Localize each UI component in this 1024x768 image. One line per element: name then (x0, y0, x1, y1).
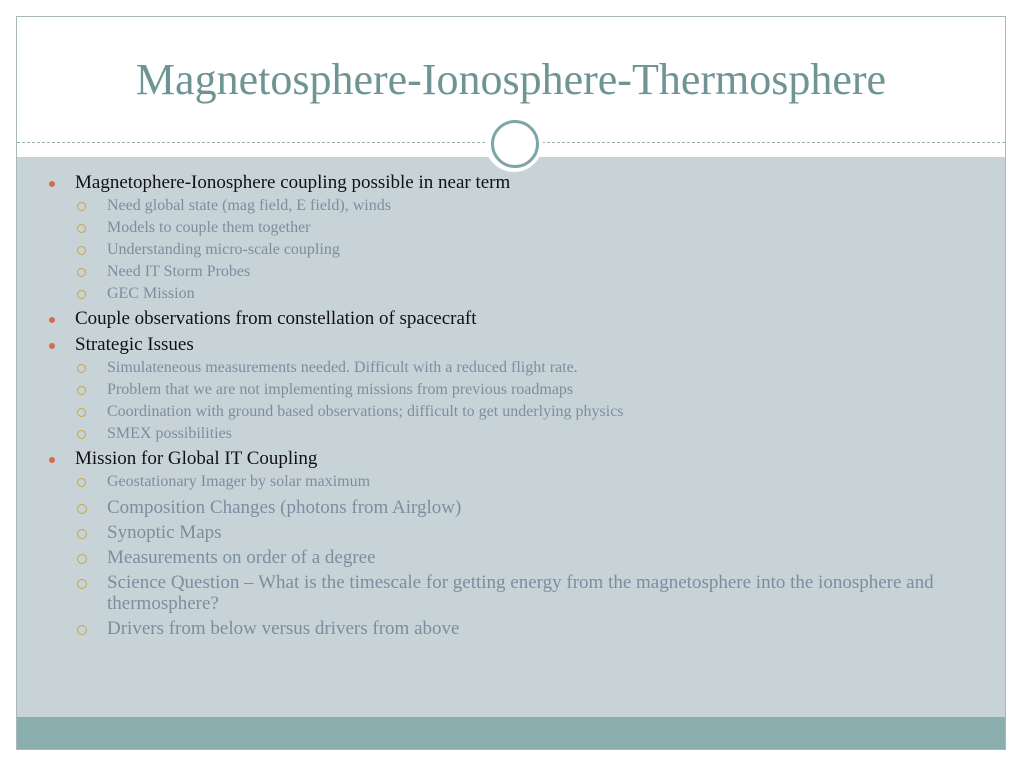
sub-bullet-text: Need global state (mag field, E field), winds (107, 197, 391, 214)
sub-bullet-item (47, 401, 977, 423)
sub-bullet-text: Geostationary Imager by solar maximum (107, 473, 371, 490)
sub-bullet-list (47, 497, 977, 639)
ring-bullet-icon (77, 268, 86, 277)
sub-bullet-item (47, 572, 977, 614)
circle-ring-icon (491, 120, 539, 168)
bullet-list (47, 169, 977, 639)
slide (16, 16, 1006, 750)
ring-bullet-icon (77, 504, 87, 514)
sub-bullet-item (47, 261, 977, 283)
circle-ornament-icon (485, 114, 543, 172)
ring-bullet-icon (77, 408, 86, 417)
ring-bullet-icon (77, 430, 86, 439)
bullet-item (47, 447, 977, 471)
bullet-text: Magnetophere-Ionosphere coupling possible in near term (75, 172, 511, 193)
ring-bullet-icon (77, 579, 87, 589)
bullet-text: Mission for Global IT Coupling (75, 448, 318, 469)
sub-bullet-list (47, 471, 977, 493)
sub-bullet-item (47, 217, 977, 239)
sub-bullet-item (47, 239, 977, 261)
sub-bullet-list (47, 195, 977, 305)
sub-bullet-text: Composition Changes (photons from Airglow) (107, 497, 462, 518)
sub-bullet-text: Models to couple them together (107, 219, 311, 236)
sub-bullet-text: SMEX possibilities (107, 425, 232, 442)
bullet-dot-icon (49, 343, 55, 349)
bullet-item (47, 333, 977, 357)
sub-bullet-text: Measurements on order of a degree (107, 547, 376, 568)
ring-bullet-icon (77, 290, 86, 299)
sub-bullet-item (47, 423, 977, 445)
ring-bullet-icon (77, 529, 87, 539)
sub-bullet-text: Problem that we are not implementing missions from previous roadmaps (107, 381, 574, 398)
ring-bullet-icon (77, 478, 86, 487)
content-area (17, 157, 1005, 717)
sub-bullet-item (47, 379, 977, 401)
bullet-dot-icon (49, 457, 55, 463)
sub-bullet-item (47, 283, 977, 305)
bullet-dot-icon (49, 317, 55, 323)
sub-bullet-text: Coordination with ground based observations; difficult to get underlying physics (107, 403, 624, 420)
sub-bullet-text: Science Question – What is the timescale for getting energy from the magnetosphere into the ionosphere and thermosphere? (107, 572, 934, 614)
sub-bullet-text: Synoptic Maps (107, 522, 222, 543)
sub-bullet-text: Simulateneous measurements needed. Difficult with a reduced flight rate. (107, 359, 578, 376)
sub-bullet-text: Need IT Storm Probes (107, 263, 251, 280)
sub-bullet-item (47, 618, 977, 639)
ring-bullet-icon (77, 202, 86, 211)
sub-bullet-text: Understanding micro-scale coupling (107, 241, 340, 258)
sub-bullet-item (47, 522, 977, 543)
ring-bullet-icon (77, 386, 86, 395)
sub-bullet-item (47, 497, 977, 518)
bullet-text: Couple observations from constellation of spacecraft (75, 308, 477, 329)
ring-bullet-icon (77, 364, 86, 373)
sub-bullet-item (47, 547, 977, 568)
ring-bullet-icon (77, 625, 87, 635)
sub-bullet-text: Drivers from below versus drivers from above (107, 618, 460, 639)
slide-title: Magnetosphere-Ionosphere-Thermosphere (135, 55, 887, 104)
bullet-item (47, 171, 977, 195)
sub-bullet-item (47, 357, 977, 379)
ring-bullet-icon (77, 554, 87, 564)
sub-bullet-item (47, 471, 977, 493)
bullet-text: Strategic Issues (75, 334, 194, 355)
sub-bullet-text: GEC Mission (107, 285, 195, 302)
sub-bullet-list (47, 357, 977, 445)
footer-bar (17, 717, 1005, 749)
bullet-dot-icon (49, 181, 55, 187)
bullet-item (47, 307, 977, 331)
ring-bullet-icon (77, 224, 86, 233)
ring-bullet-icon (77, 246, 86, 255)
sub-bullet-item (47, 195, 977, 217)
